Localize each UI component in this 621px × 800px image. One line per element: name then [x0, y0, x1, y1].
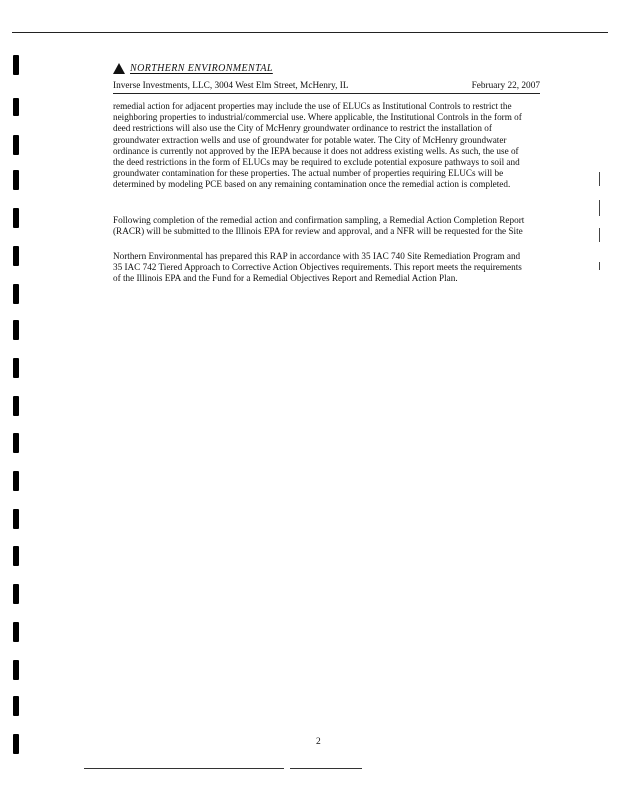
binder-hole	[13, 734, 19, 754]
binder-hole	[13, 660, 19, 680]
binder-hole	[13, 284, 19, 304]
binder-hole	[13, 696, 19, 716]
binder-hole	[13, 546, 19, 566]
binder-hole	[13, 98, 19, 116]
scan-bottom-rule	[290, 768, 362, 769]
binder-hole	[13, 246, 19, 266]
paragraph: Northern Environmental has prepared this RAP in accordance with 35 IAC 740 Site Remediation Program and 35 IAC 742 Tiered Approach to Corrective Action Objectives requirements. This report meets the requirements of the Illinois EPA and the Fund for a Remedial Objectives Report and Remedial Action Plan.	[113, 251, 522, 284]
scan-mark	[599, 228, 600, 242]
scan-mark	[599, 200, 600, 216]
scan-mark	[599, 262, 600, 270]
scan-top-rule	[12, 32, 608, 33]
binder-holes	[10, 0, 26, 800]
triangle-logo-icon	[113, 63, 125, 74]
binder-hole	[13, 396, 19, 416]
header-date: February 22, 2007	[471, 81, 540, 91]
page-number: 2	[316, 737, 321, 747]
paragraph: remedial action for adjacent properties may include the use of ELUCs as Institutional Controls to restrict the neighboring properties to industrial/commercial use. Where applicable, the Institutional Controls in the form of deed restrictions will also use the City of McHenry groundwater ordinance to restrict the installation of groundwater extraction wells and use of groundwater for potable water. The City of McHenry groundwater ordinance is currently not approved by the IEPA because it does not address existing wells. As such, the use of the deed restrictions in the form of ELUCs may be required to exclude potential exposure pathways to soil and groundwater contamination for these properties. The actual number of properties requiring ELUCs will be determined by modeling PCE based on any remaining contamination once the remedial action is completed.	[113, 101, 522, 190]
binder-hole	[13, 584, 19, 604]
binder-hole	[13, 358, 19, 378]
company-logo	[113, 63, 273, 74]
binder-hole	[13, 622, 19, 642]
scan-mark	[599, 172, 600, 186]
binder-hole	[13, 471, 19, 491]
binder-hole	[13, 509, 19, 529]
body-text	[113, 101, 531, 299]
paragraph: Following completion of the remedial action and confirmation sampling, a Remedial Action Completion Report (RACR) will be submitted to the Illinois EPA for review and approval, and a NFR will be requested for the Site	[113, 214, 525, 236]
binder-hole	[13, 433, 19, 453]
binder-hole	[13, 208, 19, 228]
binder-hole	[13, 170, 19, 190]
binder-hole	[13, 55, 19, 75]
logo-text: NORTHERN ENVIRONMENTAL	[130, 63, 273, 74]
header-address: Inverse Investments, LLC, 3004 West Elm Street, McHenry, IL	[113, 81, 349, 91]
scan-bottom-rule	[84, 768, 284, 769]
header-divider	[113, 93, 540, 94]
binder-hole	[13, 320, 19, 340]
page-header	[113, 81, 540, 91]
binder-hole	[13, 135, 19, 155]
